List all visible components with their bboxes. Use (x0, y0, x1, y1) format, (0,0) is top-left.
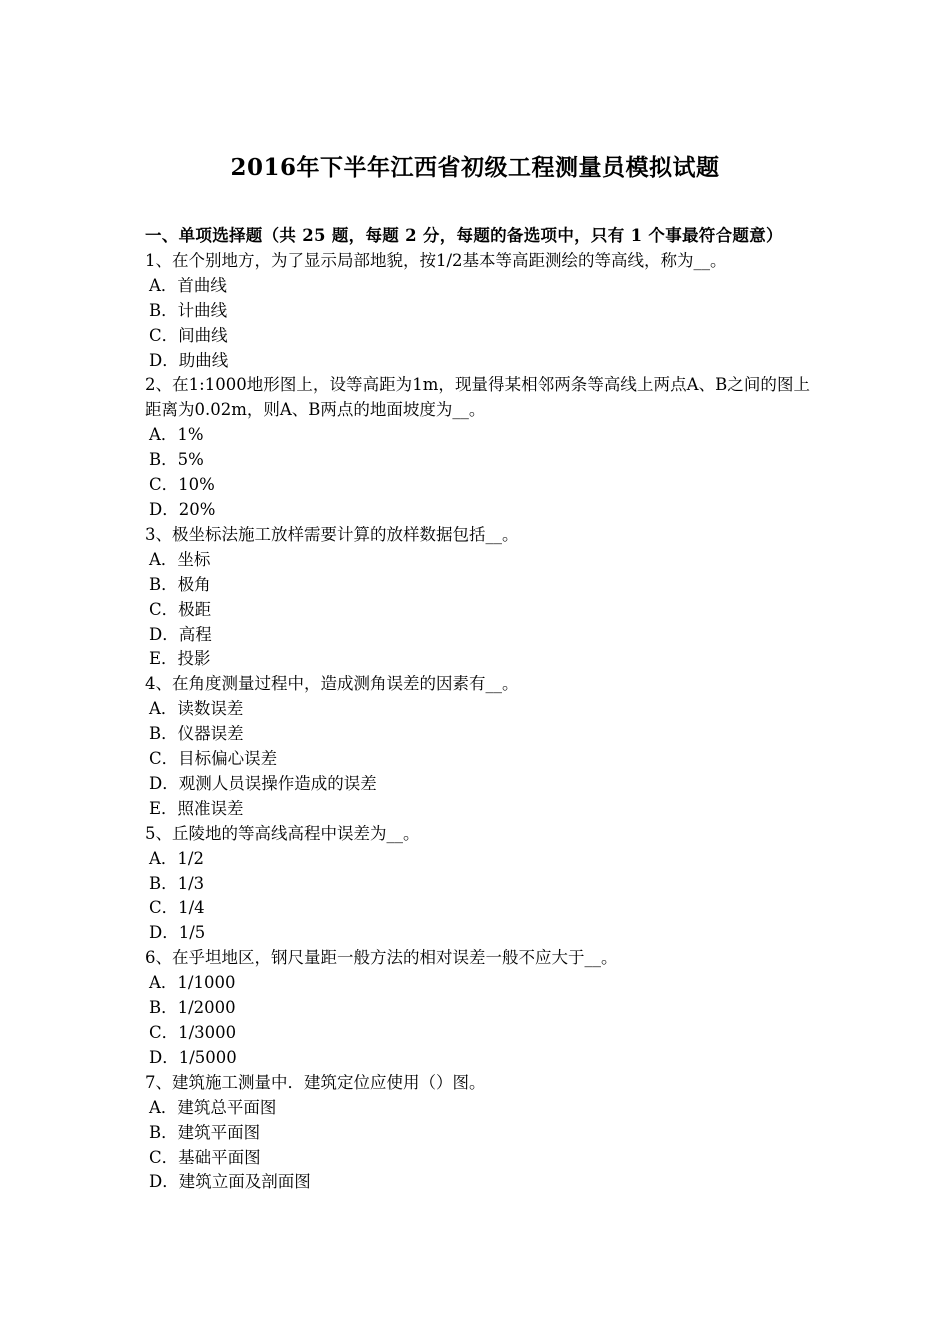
question-4-option: A．读数误差 (149, 699, 244, 719)
question-1-option: A．首曲线 (149, 275, 227, 295)
question-5-option: A．1/2 (149, 848, 204, 868)
question-6-option: C．1/3000 (149, 1023, 237, 1042)
question-2-option: D．20% (149, 499, 216, 519)
question-4: 4、在角度测量过程中，造成测角误差的因素有__。 (145, 674, 519, 694)
question-3-option: D．高程 (149, 624, 212, 644)
question-3-option: E．投影 (149, 649, 211, 669)
question-4-option: C．目标偏心误差 (149, 749, 278, 769)
question-7-option: A．建筑总平面图 (149, 1097, 277, 1117)
document-title: 2016年下半年江西省初级工程测量员模拟试题 (230, 154, 720, 181)
question-1-option: C．间曲线 (149, 325, 228, 345)
question-6-option: A．1/1000 (149, 973, 236, 993)
question-3-option: A．坐标 (149, 549, 211, 569)
question-5-option: B．1/3 (149, 873, 205, 893)
question-7-option: C．基础平面图 (149, 1147, 261, 1167)
question-4-option: E．照准误差 (149, 798, 244, 818)
question-4-option: D．观测人员误操作造成的误差 (149, 773, 377, 793)
question-5-option: D．1/5 (149, 923, 206, 943)
question-6-option: B．1/2000 (149, 998, 236, 1018)
question-2-option: A．1% (149, 425, 204, 445)
question-7: 7、建筑施工测量中．建筑定位应使用（）图。 (145, 1072, 486, 1092)
question-1: 1、在个别地方，为了显示局部地貌，按1/2基本等高距测绘的等高线，称为__。 (145, 250, 727, 270)
question-4-option: B．仪器误差 (149, 724, 244, 744)
question-5: 5、丘陵地的等高线高程中误差为__。 (145, 823, 420, 843)
document-body (145, 224, 810, 1195)
question-3-option: C．极距 (149, 599, 212, 619)
question-5-option: C．1/4 (149, 898, 205, 918)
question-list (145, 249, 810, 1195)
question-3-option: B．极角 (149, 574, 211, 594)
question-7-option: D．建筑立面及剖面图 (149, 1172, 311, 1192)
section-heading: 一、单项选择题（共 25 题，每题 2 分，每题的备选项中，只有 1 个事最符合题意） (145, 226, 783, 245)
question-6-option: D．1/5000 (149, 1047, 237, 1067)
question-2-option: C．10% (149, 475, 215, 495)
question-3: 3、极坐标法施工放样需要计算的放样数据包括__。 (145, 524, 519, 544)
question-2: 2、在1:1000地形图上，设等高距为1m，现量得某相邻两条等高线上两点A、B之间的图上距离为0.02m，则A、B两点的地面坡度为__。 (145, 375, 810, 420)
question-7-option: B．建筑平面图 (149, 1122, 261, 1142)
question-1-option: B．计曲线 (149, 300, 228, 320)
question-6: 6、在乎坦地区，钢尺量距一般方法的相对误差一般不应大于__。 (145, 948, 618, 968)
question-2-option: B．5% (149, 450, 204, 470)
question-1-option: D．助曲线 (149, 350, 229, 370)
